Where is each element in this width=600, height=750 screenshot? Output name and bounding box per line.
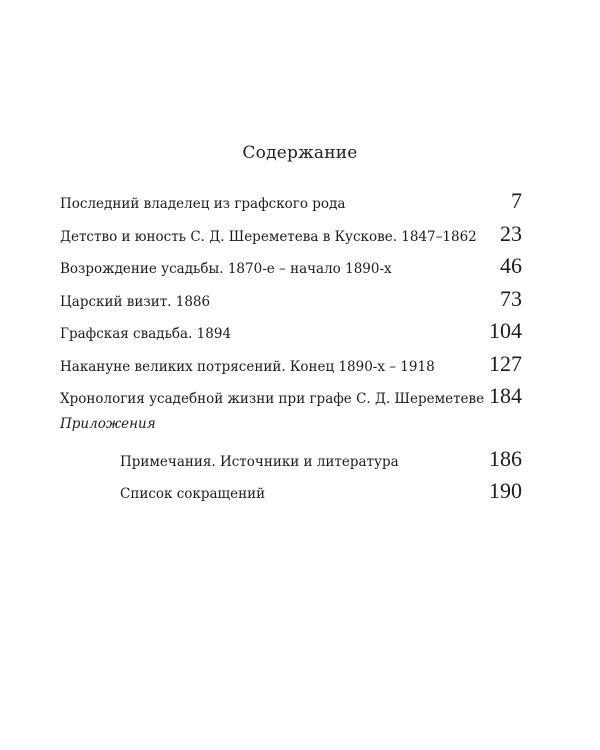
toc-entry-label: Хронология усадебной жизни при графе С. Д. Шереметеве bbox=[60, 391, 485, 407]
toc-entry-page: 190 bbox=[489, 478, 522, 503]
toc-list bbox=[60, 188, 522, 511]
toc-entry bbox=[60, 351, 522, 384]
toc-entry bbox=[60, 286, 522, 319]
toc-entry-label: Накануне великих потрясений. Конец 1890-х – 1918 bbox=[60, 358, 435, 375]
toc-entry-label: Список сокращений bbox=[120, 486, 266, 502]
toc-entry-page: 7 bbox=[511, 188, 522, 213]
toc-title: Содержание bbox=[242, 143, 358, 163]
toc-section-appendix bbox=[60, 416, 522, 446]
toc-entry-label: Графская свадьба. 1894 bbox=[60, 326, 232, 342]
toc-entry bbox=[60, 318, 522, 351]
toc-entry-label: Последний владелец из графского рода bbox=[60, 196, 346, 212]
toc-section-heading: Приложения bbox=[60, 415, 156, 432]
toc-entry bbox=[60, 221, 522, 254]
toc-entry-page: 184 bbox=[489, 383, 522, 408]
toc-entry-appendix bbox=[60, 446, 522, 479]
toc-entry bbox=[60, 188, 522, 221]
toc-entry bbox=[60, 383, 522, 416]
toc-entry-label: Возрождение усадьбы. 1870-е – начало 1890-х bbox=[60, 261, 392, 277]
toc-entry-page: 186 bbox=[489, 445, 522, 471]
toc-entry-page: 104 bbox=[489, 318, 522, 343]
toc-entry-page: 73 bbox=[500, 285, 522, 311]
toc-entry-label: Царский визит. 1886 bbox=[60, 293, 211, 310]
toc-entry bbox=[60, 253, 522, 286]
toc-entry-label: Примечания. Источники и литература bbox=[120, 453, 399, 470]
toc-entry-page: 46 bbox=[500, 253, 522, 278]
toc-entry-appendix bbox=[60, 478, 522, 511]
toc-entry-page: 127 bbox=[489, 350, 522, 376]
toc-entry-page: 23 bbox=[500, 220, 522, 246]
toc-entry-label: Детство и юность С. Д. Шереметева в Кускове. 1847–1862 bbox=[60, 228, 477, 245]
